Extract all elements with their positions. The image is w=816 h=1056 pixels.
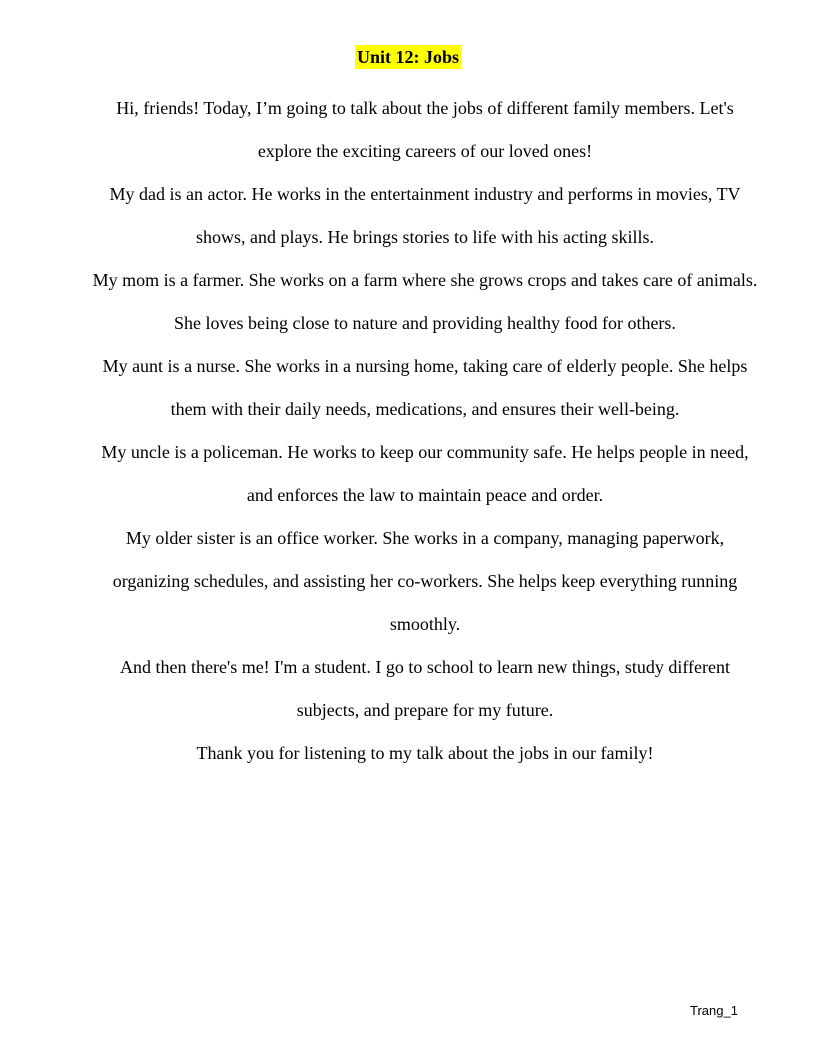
paragraph-me: And then there's me! I'm a student. I go to school to learn new things, study different subjects, and prepare for my future. (119, 657, 731, 720)
paragraph-sister: My older sister is an office worker. She works in a company, managing paperwork, organizing schedules, and assisting her co-workers. She helps keep everything running smoothly. (112, 528, 738, 634)
page-footer: Trang_1 (690, 1003, 738, 1018)
paragraph-aunt: My aunt is a nurse. She works in a nursing home, taking care of elderly people. She helps them with their daily needs, medications, and ensures their well-being. (102, 356, 748, 419)
document-body (90, 87, 760, 775)
document-title: Unit 12: Jobs (356, 47, 459, 67)
paragraph-dad: My dad is an actor. He works in the entertainment industry and performs in movies, TV shows, and plays. He brings stories to life with his acting skills. (109, 184, 741, 247)
paragraph-mom: My mom is a farmer. She works on a farm where she grows crops and takes care of animals. She loves being close to nature and providing healthy food for others. (92, 270, 758, 333)
paragraph-uncle: My uncle is a policeman. He works to keep our community safe. He helps people in need, and enforces the law to maintain peace and order. (101, 442, 749, 505)
title-container (0, 45, 816, 69)
paragraph-closing: Thank you for listening to my talk about the jobs in our family! (196, 743, 654, 763)
paragraph-intro: Hi, friends! Today, I’m going to talk about the jobs of different family members. Let's explore the exciting careers of our loved ones! (116, 98, 734, 161)
